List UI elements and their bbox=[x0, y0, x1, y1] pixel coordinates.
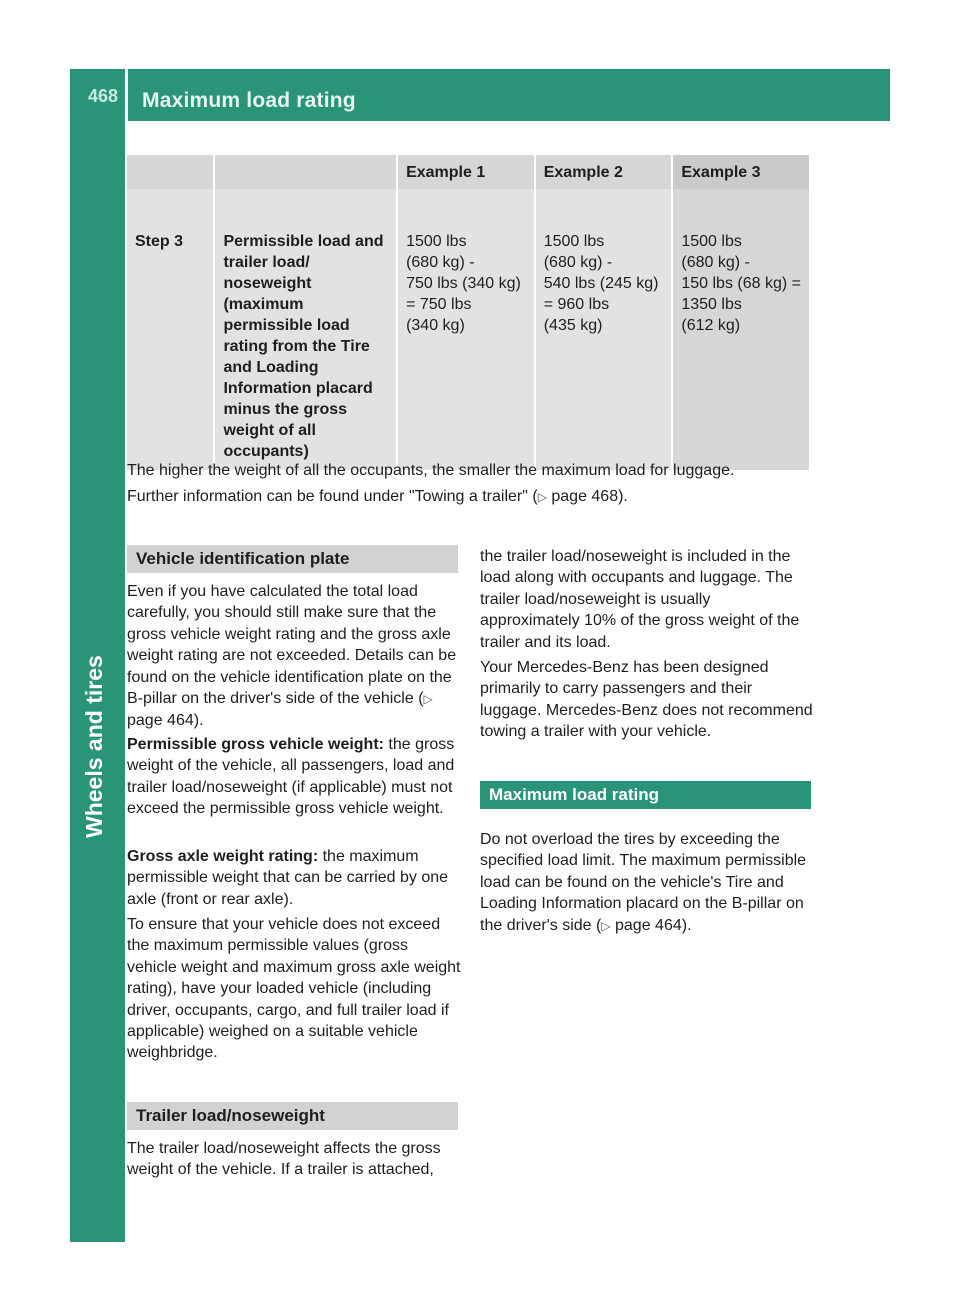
section-heading-max-load bbox=[480, 781, 811, 809]
table-header-cell bbox=[127, 155, 214, 189]
cell-line: (680 kg) - bbox=[543, 254, 613, 271]
section-heading-trailer bbox=[127, 1102, 458, 1130]
section-heading-text: Maximum load rating bbox=[489, 785, 660, 804]
paragraph-text: Do not overload the tires by exceeding the specified load limit. The maximum permissible load can be found on the vehicle's Tire and Loading Information placard on the B-pillar on the driver's side ( bbox=[480, 831, 807, 934]
max-load-paragraph bbox=[480, 829, 814, 937]
section-heading-text: Trailer load/noseweight bbox=[136, 1106, 325, 1125]
page-ref-arrow-icon: ▷ bbox=[423, 692, 433, 707]
cell-line: (612 kg) bbox=[681, 317, 741, 334]
vehicle-id-paragraph-2 bbox=[127, 734, 461, 820]
page-ref-arrow-icon: ▷ bbox=[537, 490, 547, 504]
page-ref-link[interactable]: page 464). bbox=[610, 916, 692, 934]
table-header-example-2: Example 2 bbox=[535, 155, 673, 189]
cell-line: 1350 lbs bbox=[681, 296, 742, 313]
side-label-text: Wheels and tires bbox=[81, 655, 107, 838]
trailer-paragraph-1: The trailer load/noseweight affects the gross weight of the vehicle. If a trailer is attached, bbox=[127, 1140, 441, 1179]
table-header-row bbox=[127, 155, 810, 189]
vehicle-id-paragraph-4: To ensure that your vehicle does not exceed the maximum permissible values (gross vehicle weight and maximum gross axle weight rating), have your loaded vehicle (including driver, occupants, cargo, and full trailer load if applicable) weighed on a suitable vehicle weighbridge. bbox=[127, 916, 461, 1062]
paragraph-text: Even if you have calculated the total load carefully, you should still make sure that the gross vehicle weight rating and the gross axle weight rating are not exceeded. Details can be found on the vehicle identification plate on the B-pillar on the driver's side of the vehicle ( bbox=[127, 583, 457, 708]
cell-line: 1500 lbs bbox=[543, 233, 605, 250]
intro-text: Further information can be found under "Towing a trailer" ( bbox=[127, 488, 538, 505]
load-table bbox=[127, 155, 811, 470]
page-ref-link[interactable]: page 468). bbox=[546, 488, 628, 505]
step-cell: Step 3 bbox=[127, 189, 214, 470]
example-3-cell bbox=[672, 189, 810, 470]
cell-line: (680 kg) - bbox=[406, 254, 475, 271]
table-header-cell bbox=[214, 155, 397, 189]
paragraph-text: the gross weight of the vehicle, all passengers, load and trailer load/noseweight (if applicable) must not exceed the permissible gross vehicle weight. bbox=[127, 736, 455, 818]
vehicle-id-paragraph-3 bbox=[127, 846, 461, 910]
trailer-paragraph-2: the trailer load/noseweight is included in the load along with occupants and luggage. The trailer load/noseweight is usually approximately 10% of the gross weight of the trailer and its load. bbox=[480, 548, 800, 651]
cell-line: (680 kg) - bbox=[681, 254, 750, 271]
example-1-cell bbox=[397, 189, 535, 470]
header-separator bbox=[125, 69, 128, 121]
cell-line: = 960 lbs bbox=[543, 296, 610, 313]
page-number: 468 bbox=[88, 86, 119, 106]
cell-line: 1500 lbs bbox=[406, 233, 467, 250]
table-row bbox=[127, 189, 810, 470]
vehicle-id-paragraph-1 bbox=[127, 581, 461, 732]
page-title: Maximum load rating bbox=[142, 89, 356, 112]
term-label: Permissible gross vehicle weight: bbox=[127, 736, 384, 753]
cell-line: 540 lbs (245 kg) bbox=[543, 275, 659, 292]
section-heading-text: Vehicle identification plate bbox=[136, 549, 350, 568]
page-ref-link[interactable]: page 464). bbox=[127, 712, 204, 730]
description-cell: Permissible load and trailer load/ noseweight (maximum permissible load rating from the Tire and Loading Information placard minus the gross weight of all occupants) bbox=[214, 189, 397, 470]
cell-line: 1500 lbs bbox=[681, 233, 742, 250]
table-header-example-3: Example 3 bbox=[672, 155, 810, 189]
paragraph-text: the maximum permissible weight that can be carried by one axle (front or rear axle). bbox=[127, 848, 449, 908]
cell-line: = 750 lbs bbox=[406, 296, 472, 313]
cell-line: 150 lbs (68 kg) = bbox=[681, 275, 801, 292]
cell-line: (435 kg) bbox=[543, 317, 603, 334]
cell-line: 750 lbs (340 kg) bbox=[406, 275, 521, 292]
cell-line: (340 kg) bbox=[406, 317, 465, 334]
section-heading-vehicle-id bbox=[127, 545, 458, 573]
page-ref-arrow-icon: ▷ bbox=[601, 918, 611, 933]
table-header-example-1: Example 1 bbox=[397, 155, 535, 189]
intro-line-2 bbox=[127, 486, 817, 508]
trailer-paragraph-3: Your Mercedes-Benz has been designed primarily to carry passengers and their luggage. Mercedes-Benz does not recommend towing a trailer with your vehicle. bbox=[480, 659, 813, 741]
example-2-cell bbox=[535, 189, 673, 470]
intro-line-1: The higher the weight of all the occupants, the smaller the maximum load for luggage. bbox=[127, 462, 735, 479]
term-label: Gross axle weight rating: bbox=[127, 848, 319, 865]
